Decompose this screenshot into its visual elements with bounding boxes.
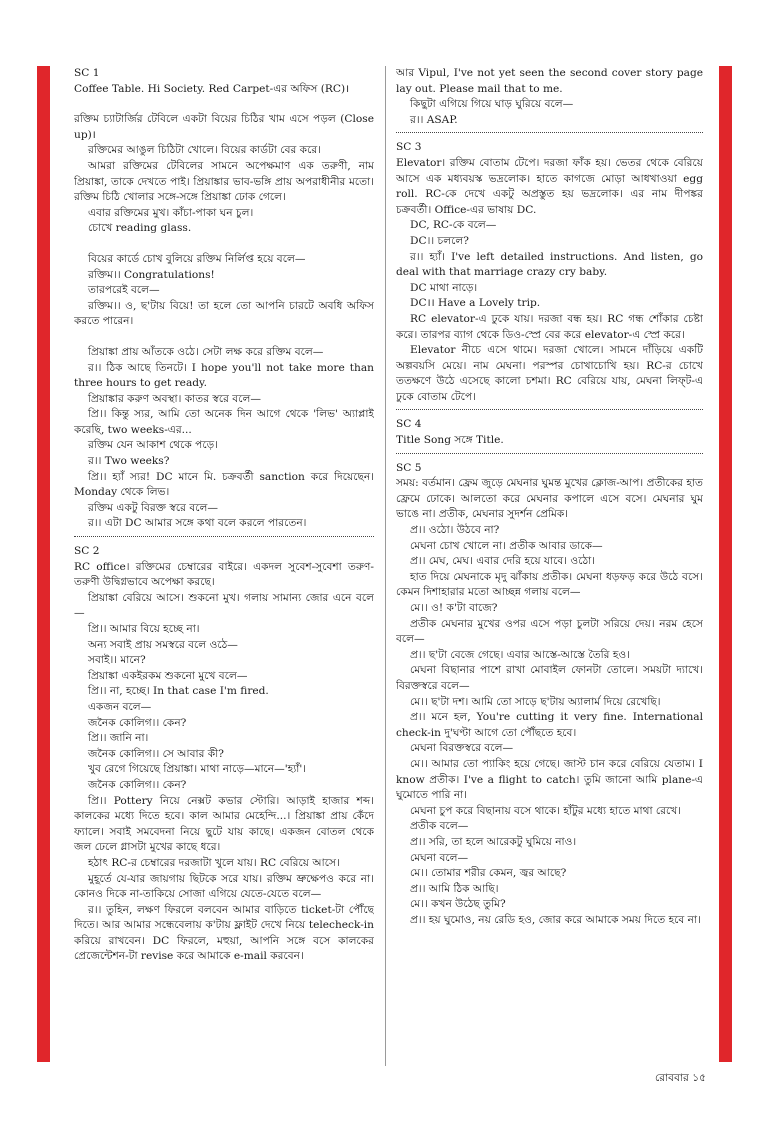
script-line: প্রি।। Pottery নিয়ে নেক্সট কভার স্টোরি। আড়াই হাজার শব্দ। কালকের মধ্যে দিতে হবে। কাল আমার মেহেন্দি...। প্রিয়াঙ্কা প্রায় কেঁদে ফ্যালে। সবাই সমবেদনা নিয়ে ছুটে যায় কাছে। একজন বোতল থেকে জল ঢেলে গ্লাসটা মুখের কাছে ধরে। (74, 794, 374, 854)
script-line: SC 3 (396, 141, 422, 154)
script-line: Elevator। রক্তিম বোতাম টেপে। দরজা ফাঁক হয়। ভেতর থেকে বেরিয়ে আসে এক মধ্যবয়স্ক ভদ্রলোক। হাতে কাগজে মোড়া আধখাওয়া egg roll. RC-কে দেখে একটু অপ্রস্তুত হয় ভদ্রলোক। এর নাম দীপঙ্কর চক্রবর্তী। Office-এর ভাষায় DC. (396, 156, 703, 216)
script-line: DC মাথা নাড়ে। (410, 281, 478, 294)
script-line: সবাই।। মানে? (88, 654, 146, 667)
script-line: DC।। চললে? (410, 234, 469, 247)
script-line: মেঘনা বিছানার পাশে রাখা মোবাইল ফোনটা তোলে। সময়টা দ্যাখে। বিরক্তস্বরে বলে— (396, 664, 703, 692)
script-line: বিয়ের কার্ডে চোখ বুলিয়ে রক্তিম নির্লিপ্ত হয়ে বলে— (88, 252, 306, 265)
script-line: হঠাৎ RC-র চেম্বারের দরজাটা খুলে যায়। RC বেরিয়ে আসে। (88, 856, 340, 869)
script-line: Elevator নীচে এসে থামে। দরজা খোলে। সামনে দাঁড়িয়ে একটি অল্পবয়সি মেয়ে। নাম মেঘনা। পরস্পর চোখাচোখি হয়। RC-র চোখে ততক্ষণে উঠে এসেছে কালো চশমা। RC বেরিয়ে যায়, মেঘনা লিফ্‌ট-এ ঢুকে বোতাম টেপে। (396, 344, 703, 403)
script-line: প্রি।। হ্যাঁ স্যর! DC মানে মি. চক্রবর্তী sanction করে দিয়েছেন। Monday থেকে লিভ। (74, 470, 374, 499)
script-line: মেঘনা চোখ খোলে না। প্রতীক আবার ডাকে— (410, 539, 603, 552)
script-line: SC 5 (396, 461, 422, 474)
scene-separator (396, 453, 703, 454)
script-line: DC।। Have a Lovely trip. (410, 297, 541, 310)
script-line: মে।। ছ'টা দশ। আমি তো সাড়ে ছ'টায় অ্যালার্ম দিয়ে রেখেছি। (410, 695, 661, 708)
page-footer: রোববার ১৫ (654, 1072, 706, 1084)
script-line: এবার রক্তিমের মুখ। কাঁচা-পাকা ঘন চুল। (88, 206, 254, 219)
script-line: প্রি।। আমার বিয়ে হচ্ছে না। (88, 623, 200, 635)
script-line: রক্তিমের আঙুল চিঠিটা খোলে। বিয়ের কার্ডটা বের করে। (88, 144, 321, 157)
script-line: র।। ASAP. (410, 113, 458, 126)
script-line: হাত দিয়ে মেঘনাকে মৃদু ঝাঁকায় প্রতীক। মেঘনা ধড়ফড় করে উঠে বসে। কেমন দিশাহারার মতো আচ্ছন্ন গলায় বলে— (396, 570, 703, 599)
script-line: প্র।। মেঘ, মেঘ। এবার দেরি হয়ে যাবে। ওঠো। (410, 555, 595, 568)
script-line: মেঘনা বলে— (410, 851, 469, 864)
paragraph-gap (74, 97, 374, 112)
script-line: Title Song সঙ্গে Title. (396, 434, 504, 447)
script-line: খুব রেগে গিয়েছে প্রিয়াঙ্কা। মাথা নাড়ে—মানে—'হ্যাঁ'। (88, 763, 307, 776)
left-text-column (74, 66, 374, 1066)
script-line: প্র।। সরি, তা হলে আরেকটু ঘুমিয়ে নাও। (410, 835, 577, 848)
script-line: মেঘনা বিরক্তস্বরে বলে— (410, 742, 514, 755)
script-line: DC, RC-কে বলে— (410, 219, 497, 232)
script-line: জনৈক কোলিগ।। সে আবার কী? (88, 747, 224, 760)
scene-separator (74, 536, 374, 537)
script-line: মে।। কখন উঠেছ তুমি? (410, 898, 506, 911)
script-line: রক্তিম যেন আকাশ থেকে পড়ে। (88, 439, 218, 452)
script-line: আর Vipul, I've not yet seen the second cover story page lay out. Please mail that to me. (396, 67, 703, 95)
script-line: প্রি।। কিন্তু স্যর, আমি তো অনেক দিন আগে থেকে 'লিভ' অ্যাপ্লাই করেছি, two weeks-এর... (74, 408, 374, 436)
script-line: রক্তিম চ্যাটার্জির টেবিলে একটা বিয়ের চিঠির খাম এসে পড়ল (Close up)। (74, 113, 374, 141)
script-line: সময়: বর্তমান। ফ্রেম জুড়ে মেঘনার ঘুমন্ত মুখের ক্লোজ-আপ। প্রতীকের হাত ফ্রেমে ঢোকে। আলতো করে মেঘনার কপালে এসে বসে। মেঘনার ঘুম ভাঙে না। প্রতীক, মেঘনার সুদর্শন প্রেমিক। (396, 477, 703, 521)
script-line: প্রতীক বলে— (410, 820, 469, 833)
script-line: অন্য সবাই প্রায় সমস্বরে বলে ওঠে— (88, 638, 238, 651)
scene-separator (396, 132, 703, 133)
script-line: র।। Two weeks? (88, 455, 170, 468)
script-line: রক্তিম একটু বিরক্ত স্বরে বলে— (88, 501, 218, 514)
script-line: প্রিয়াঙ্কার করুণ অবস্থা। কাতর স্বরে বলে— (88, 392, 261, 405)
script-line: আমরা রক্তিমের টেবিলের সামনে অপেক্ষমাণ এক তরুণী, নাম প্রিয়াঙ্কা, তাকে দেখতে পাই। প্রিয়াঙ্কার ভাব-ভঙ্গি প্রায় অপরাধীনীর মতো। রক্তিম চিঠি খোলার সঙ্গে-সঙ্গে প্রিয়াঙ্কা ঢোক গেলে। (74, 159, 374, 204)
script-line: SC 2 (74, 545, 100, 558)
script-line: র।। হ্যাঁ। I've left detailed instructions. And listen, go deal with that marriage crazy cry baby. (396, 250, 703, 279)
right-red-margin-bar (719, 66, 732, 1062)
script-line: প্র।। ছ'টা বেজে গেছে। এবার আস্তে-আস্তে তৈরি হও। (410, 648, 631, 661)
script-line: প্র।। মনে হল, You're cutting it very fine. International check-in দু'ঘণ্টা আগে তো পৌঁছতে হবে। (396, 711, 703, 739)
paragraph-gap (74, 237, 374, 252)
column-divider (385, 66, 386, 1066)
script-line: মে।। ও! ক'টা বাজে? (410, 602, 498, 614)
script-line: জনৈক কোলিগ।। কেন? (88, 716, 187, 729)
script-line: প্রিয়াঙ্কা বেরিয়ে আসে। শুকনো মুখ। গলায় সামান্য জোর এনে বলে— (74, 591, 374, 620)
script-line: মে।। আমার তো প্যাকিং হয়ে গেছে। জাস্ট চান করে বেরিয়ে যেতাম। I know প্রতীক। I've a flight to catch। তুমি জানো আমি plane-এ ঘুমোতে পারি না। (396, 757, 703, 802)
script-line: প্র।। আমি ঠিক আছি। (410, 882, 499, 895)
script-line: SC 1 (74, 67, 100, 79)
script-line: রক্তিম।। Congratulations! (88, 268, 215, 281)
script-line: একজন বলে— (88, 700, 152, 713)
paragraph-gap (74, 330, 374, 345)
script-line: প্র।। হয় ঘুমোও, নয় রেডি হও, জোর করে আমাকে সময় দিতে হবে না। (410, 913, 701, 926)
script-line: প্রি।। জানি না। (88, 732, 149, 745)
script-line: তারপরেই বলে— (88, 284, 160, 297)
script-line: RC elevator-এ ঢুকে যায়। দরজা বন্ধ হয়। RC গন্ধ শোঁকার চেষ্টা করে। তারপর ব্যাগ থেকে ডিও-স্প্রে বের করে elevator-এ স্প্রে করে। (396, 312, 703, 341)
script-line: SC 4 (396, 418, 422, 431)
script-line: প্রিয়াঙ্কা একইরকম শুকনো মুখে বলে— (88, 669, 248, 682)
right-text-column (396, 66, 703, 1066)
script-line: প্রি।। না, হচ্ছে। In that case I'm fired. (88, 685, 269, 698)
script-line: র।। এটা DC আমার সঙ্গে কথা বলে করলে পারতেন। (88, 517, 307, 530)
script-line: প্রতীক মেঘনার মুখের ওপর এসে পড়া চুলটা সরিয়ে দেয়। নরম হেসে বলে— (396, 617, 703, 646)
script-line: মুহূর্তে যে-যার জায়গায় ছিটকে সরে যায়। রক্তিম ভ্রুক্ষেপও করে না। কোনও দিকে না-তাকিয়ে সোজা এগিয়ে যেতে-যেতে বলে— (74, 872, 374, 901)
script-line: মেঘনা চুপ করে বিছানায় বসে থাকে। হাঁটুর মধ্যে হাতে মাথা রেখে। (410, 804, 682, 817)
script-line: প্রিয়াঙ্কা প্রায় আঁতকে ওঠে। সেটা লক্ষ করে রক্তিম বলে— (88, 345, 324, 358)
script-line: জনৈক কোলিগ।। কেন? (88, 778, 187, 791)
script-line: রক্তিম।। ও, ছ'টায় বিয়ে! তা হলে তো আপনি চারটে অবধি অফিস করতে পারেন। (74, 299, 374, 328)
script-line: চোখে reading glass. (88, 222, 192, 235)
script-line: মে।। তোমার শরীর কেমন, জ্বর আছে? (410, 867, 567, 880)
left-red-margin-bar (37, 66, 50, 1062)
script-line: RC office। রক্তিমের চেম্বারের বাইরে। একদল সুবেশ-সুবেশা তরুণ-তরুণী উদ্বিগ্নভাবে অপেক্ষা করছে। (74, 560, 374, 589)
script-line: কিছুটা এগিয়ে গিয়ে ঘাড় ঘুরিয়ে বলে— (410, 98, 574, 111)
script-line: প্র।। ওঠো। উঠবে না? (410, 524, 500, 537)
script-line: র।। তুহিন, লক্ষণ ফিরলে বলবেন আমার বাড়িতে ticket-টা পৌঁছে দিতে। আর আমার সন্ধেবেলায় ক'টায় ফ্লাইট দেখে নিয়ে telecheck-in করিয়ে রাখবেন। DC ফিরলে, মহুয়া, আপনি সঙ্গে বসে কালকের প্রেজেন্টেশন-টা revise করে আমাকে e-mail করবেন। (74, 903, 374, 963)
scene-separator (396, 409, 703, 410)
script-line: র।। ঠিক আছে তিনটে। I hope you'll not take more than three hours to get ready. (74, 361, 374, 390)
script-line: Coffee Table. Hi Society. Red Carpet-এর অফিস (RC)। (74, 82, 350, 95)
